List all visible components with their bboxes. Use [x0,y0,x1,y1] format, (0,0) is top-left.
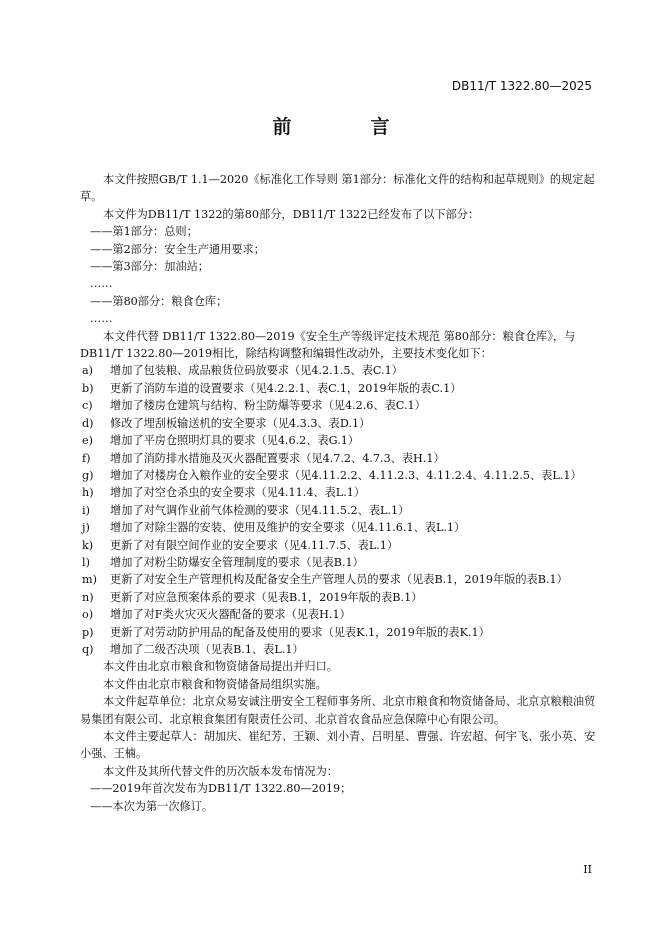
change-item [80,641,600,658]
change-item-text: 增加了对气调作业前气体检测的要求（见4.11.5.2、表L.1） [110,503,410,517]
list-item: ——第1部分：总则； [90,225,198,239]
change-item-label: q) [82,642,94,656]
paragraph-replacement: 本文件代替 DB11/T 1322.80—2019《安全生产等级评定技术规范 第80部分：粮食仓库》，与DB11/T 1322.80—2019相比，除结构调整和编辑性改动外，主要技术变化如下： [80,329,576,361]
change-item [80,397,600,414]
change-item [80,624,600,641]
paragraph-drafters: 本文件主要起草人：胡加庆、崔纪芳、王颖、刘小青、吕明星、曹强、许宏超、何宇飞、张小英、安小强、王楠。 [80,730,596,761]
change-item [80,467,600,484]
change-item-text: 更新了对应急预案体系的要求（见表B.1，2019年版的表B.1） [110,590,423,604]
paragraph-parts-intro: 本文件为DB11/T 1322的第80部分，DB11/T 1322已经发布了以下部分： [103,207,480,221]
change-item-label: j) [82,521,90,535]
change-item [80,415,600,432]
change-item-label: p) [82,625,94,639]
change-item [80,571,600,588]
change-item-text: 增加了对空仓杀虫的安全要求（见4.11.4、表L.1） [110,486,366,500]
change-item-text: 更新了对劳动防护用品的配备及使用的要求（见表K.1，2019年版的表K.1） [110,625,490,639]
list-item: ——本次为第一次修订。 [90,799,214,813]
paragraph-history-intro: 本文件及其所代替文件的历次版本发布情况为： [103,764,338,778]
change-item-text: 增加了对楼房仓入粮作业的安全要求（见4.11.2.2、4.11.2.3、4.11.2.4、4.11.2.5、表L.1） [110,468,582,482]
page-number: II [583,863,592,876]
list-item: …… [90,277,113,291]
change-item-text: 修改了埋刮板输送机的安全要求（见4.3.3、表D.1） [110,416,371,430]
change-item-text: 增加了楼房仓建筑与结构、粉尘防爆等要求（见4.2.6、表C.1） [110,399,426,413]
change-item [80,589,600,606]
change-item [80,450,600,467]
change-item-label: d) [82,416,94,430]
paragraph-drafting-units: 本文件起草单位：北京众易安诚注册安全工程师事务所、北京市粮食和物资储备局、北京京粮粮油贸易集团有限公司、北京粮食集团有限责任公司、北京首农食品应急保障中心有限公司。 [80,695,596,726]
change-item-label: b) [82,381,94,395]
change-item [80,502,600,519]
foreword-body [80,171,600,815]
change-item-text: 增加了平房仓照明灯具的要求（见4.6.2、表G.1） [110,434,360,448]
page-title: 前 言 [272,116,420,138]
change-item-label: m) [82,573,97,587]
change-item-text: 增加了对粉尘防爆安全管理制度的要求（见表B.1） [110,555,364,569]
change-item-label: g) [82,468,94,482]
change-item-label: o) [82,608,94,622]
list-item: ——第3部分：加油站； [90,260,209,274]
change-item [80,519,600,536]
changes-list [80,362,600,658]
change-item [80,484,600,501]
change-item-label: i) [82,503,90,517]
change-item [80,537,600,554]
paragraph-drafting-rules: 本文件按照GB/T 1.1—2020《标准化工作导则 第1部分：标准化文件的结构和起草规则》的规定起草。 [80,173,595,204]
document-id: DB11/T 1322.80—2025 [451,79,592,93]
change-item-label: e) [82,434,93,448]
change-item-label: h) [82,486,94,500]
change-item-label: k) [82,538,94,552]
list-item: ——第80部分：粮食仓库； [90,294,228,308]
list-item: ——第2部分：安全生产通用要求； [90,242,265,256]
change-item-text: 更新了消防车道的设置要求（见4.2.2.1、表C.1，2019年版的表C.1） [110,381,462,395]
change-item-text: 增加了消防排水措施及灭火器配置要求（见4.7.2、4.7.3、表H.1） [110,451,445,465]
paragraph-implementer: 本文件由北京市粮食和物资储备局组织实施。 [103,677,327,691]
change-item-text: 增加了对除尘器的安装、使用及维护的安全要求（见4.11.6.1、表L.1） [110,521,466,535]
change-item-text: 更新了对有限空间作业的安全要求（见4.11.7.5、表L.1） [110,538,399,552]
list-item: ——2019年首次发布为DB11/T 1322.80—2019； [90,782,352,796]
change-item-text: 增加了对F类火灾灭火器配备的要求（见表H.1） [110,608,351,622]
change-item-text: 增加了包装粮、成品粮货位码放要求（见4.2.1.5、表C.1） [110,364,403,378]
paragraph-proposer: 本文件由北京市粮食和物资储备局提出并归口。 [103,660,338,674]
change-item-text: 更新了对安全生产管理机构及配备安全生产管理人员的要求（见表B.1，2019年版的表B.1） [110,573,568,587]
change-item-label: n) [82,590,94,604]
change-item [80,380,600,397]
change-item [80,362,600,379]
change-item-text: 增加了二级否决项（见表B.1、表L.1） [110,642,304,656]
change-item-label: a) [82,364,94,378]
change-item-label: c) [82,399,93,413]
change-item-label: l) [82,555,90,569]
change-item [80,432,600,449]
list-item: …… [90,312,113,326]
change-item [80,554,600,571]
change-item [80,606,600,623]
change-item-label: f) [82,451,91,465]
